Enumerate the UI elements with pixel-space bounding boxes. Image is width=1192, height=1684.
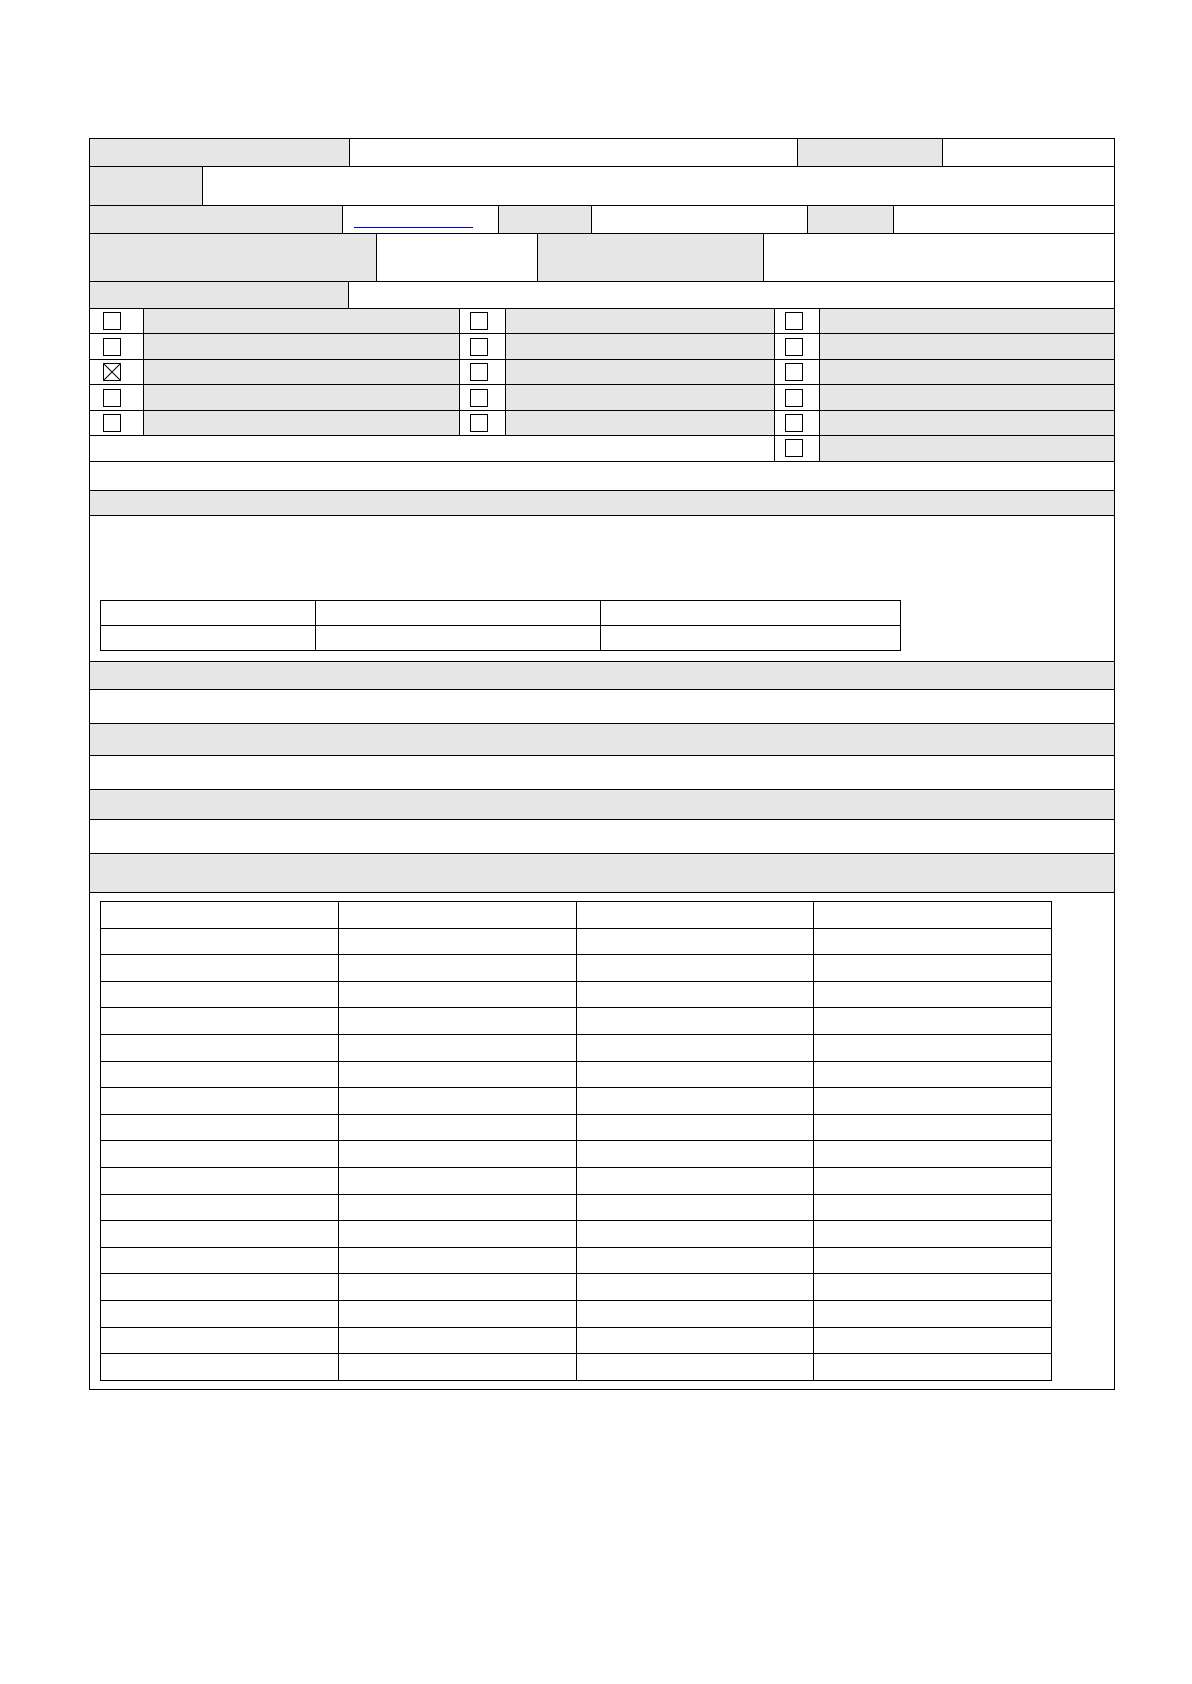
- table-cell[interactable]: [814, 1114, 1052, 1141]
- checkbox[interactable]: [103, 414, 121, 432]
- table-cell[interactable]: [601, 626, 901, 651]
- table-cell[interactable]: [814, 1141, 1052, 1168]
- table-cell[interactable]: [338, 902, 576, 929]
- input-field[interactable]: [894, 206, 1114, 234]
- option-label: [820, 360, 1114, 385]
- table-cell[interactable]: [338, 1034, 576, 1061]
- table-row: [101, 902, 1052, 929]
- table-row: [101, 1008, 1052, 1035]
- checkbox[interactable]: [470, 363, 488, 381]
- table-cell[interactable]: [101, 1088, 339, 1115]
- table-row: [101, 1327, 1052, 1354]
- table-row: [101, 981, 1052, 1008]
- table-cell[interactable]: [576, 1274, 814, 1301]
- input-field[interactable]: [592, 206, 808, 234]
- option-label: [820, 411, 1114, 436]
- table-cell[interactable]: [101, 1194, 339, 1221]
- table-cell[interactable]: [814, 1221, 1052, 1248]
- table-row: [101, 1194, 1052, 1221]
- table-cell[interactable]: [338, 1008, 576, 1035]
- table-cell[interactable]: [814, 1247, 1052, 1274]
- table-cell[interactable]: [814, 1008, 1052, 1035]
- table-cell[interactable]: [315, 626, 601, 651]
- label-cell: [798, 139, 943, 167]
- section-header: [90, 854, 1114, 893]
- table-cell[interactable]: [101, 601, 316, 626]
- label-cell: [90, 206, 343, 234]
- label-cell: [90, 167, 203, 206]
- option-label: [506, 385, 775, 411]
- checkbox[interactable]: [470, 338, 488, 356]
- checkbox[interactable]: [785, 363, 803, 381]
- table-cell[interactable]: [338, 955, 576, 982]
- label-cell: [538, 234, 764, 282]
- table-cell[interactable]: [576, 1327, 814, 1354]
- option-label: [144, 411, 460, 436]
- table-cell[interactable]: [814, 1061, 1052, 1088]
- table-cell[interactable]: [576, 1221, 814, 1248]
- option-label: [506, 411, 775, 436]
- cross-mark-icon: [104, 364, 120, 380]
- table-cell[interactable]: [338, 1221, 576, 1248]
- checkbox[interactable]: [103, 389, 121, 407]
- checkbox[interactable]: [785, 312, 803, 330]
- input-field[interactable]: [90, 820, 1114, 854]
- table-cell[interactable]: [814, 1194, 1052, 1221]
- checkbox[interactable]: [785, 389, 803, 407]
- checkbox[interactable]: [470, 389, 488, 407]
- input-field[interactable]: [203, 167, 1114, 206]
- table-cell[interactable]: [814, 1354, 1052, 1381]
- table-cell[interactable]: [101, 1114, 339, 1141]
- table-cell[interactable]: [101, 1354, 339, 1381]
- checkbox[interactable]: [103, 312, 121, 330]
- table-cell[interactable]: [576, 928, 814, 955]
- section-header: [90, 662, 1114, 690]
- input-field[interactable]: [90, 756, 1114, 790]
- table-row: [101, 1354, 1052, 1381]
- table-row: [101, 1088, 1052, 1115]
- table-cell[interactable]: [576, 1247, 814, 1274]
- table-row: [101, 1061, 1052, 1088]
- label-cell: [90, 234, 377, 282]
- table-cell[interactable]: [338, 1300, 576, 1327]
- table-cell[interactable]: [576, 1008, 814, 1035]
- table-cell[interactable]: [576, 1194, 814, 1221]
- checkbox[interactable]: [785, 414, 803, 432]
- table-cell[interactable]: [101, 1221, 339, 1248]
- table-cell[interactable]: [101, 928, 339, 955]
- input-field[interactable]: [90, 462, 1114, 491]
- table-cell[interactable]: [576, 981, 814, 1008]
- table-row: [101, 928, 1052, 955]
- section-body: [90, 516, 1114, 662]
- option-label: [820, 309, 1114, 334]
- option-label: [820, 436, 1114, 462]
- table-cell[interactable]: [101, 955, 339, 982]
- table-cell[interactable]: [814, 981, 1052, 1008]
- table-cell[interactable]: [101, 626, 316, 651]
- table-row: [101, 955, 1052, 982]
- table-cell[interactable]: [101, 1247, 339, 1274]
- table-cell[interactable]: [338, 1088, 576, 1115]
- table-cell[interactable]: [101, 1141, 339, 1168]
- table-cell[interactable]: [814, 902, 1052, 929]
- log-table: [100, 901, 1052, 1381]
- section-header: [90, 724, 1114, 756]
- table-row: [101, 1114, 1052, 1141]
- input-field[interactable]: [349, 282, 1114, 309]
- option-label: [506, 360, 775, 385]
- table-cell[interactable]: [338, 1061, 576, 1088]
- option-label: [506, 309, 775, 334]
- table-cell[interactable]: [576, 1114, 814, 1141]
- table-cell[interactable]: [101, 981, 339, 1008]
- section-header: [90, 491, 1114, 516]
- checkbox[interactable]: [785, 338, 803, 356]
- input-field[interactable]: [90, 690, 1114, 724]
- table-cell[interactable]: [338, 1274, 576, 1301]
- table-row: [101, 1221, 1052, 1248]
- table-cell[interactable]: [576, 1088, 814, 1115]
- schedule-table: [100, 600, 901, 651]
- table-cell[interactable]: [576, 1034, 814, 1061]
- label-cell: [808, 206, 894, 234]
- table-row: [101, 1247, 1052, 1274]
- label-cell: [90, 282, 349, 309]
- table-row: [101, 1141, 1052, 1168]
- table-cell[interactable]: [814, 1274, 1052, 1301]
- checkbox[interactable]: [103, 338, 121, 356]
- table-cell[interactable]: [576, 1300, 814, 1327]
- table-cell[interactable]: [576, 1167, 814, 1194]
- input-field[interactable]: [350, 139, 798, 167]
- table-cell[interactable]: [814, 1088, 1052, 1115]
- checkbox[interactable]: [470, 414, 488, 432]
- option-label: [820, 334, 1114, 360]
- blank-form: [89, 138, 1115, 1390]
- table-cell[interactable]: [338, 1327, 576, 1354]
- table-cell[interactable]: [338, 981, 576, 1008]
- input-field[interactable]: [377, 234, 538, 282]
- table-cell[interactable]: [101, 1274, 339, 1301]
- table-cell[interactable]: [338, 1194, 576, 1221]
- table-cell[interactable]: [814, 928, 1052, 955]
- option-label: [820, 385, 1114, 411]
- table-cell[interactable]: [814, 1034, 1052, 1061]
- table-cell[interactable]: [101, 1300, 339, 1327]
- table-cell[interactable]: [101, 1008, 339, 1035]
- table-cell[interactable]: [338, 928, 576, 955]
- label-cell: [499, 206, 592, 234]
- checkbox[interactable]: [470, 312, 488, 330]
- link-field[interactable]: [343, 206, 499, 234]
- table-cell[interactable]: [101, 1327, 339, 1354]
- table-cell[interactable]: [101, 902, 339, 929]
- table-row: [101, 1167, 1052, 1194]
- table-cell[interactable]: [338, 1167, 576, 1194]
- option-label: [144, 334, 460, 360]
- section-header: [90, 790, 1114, 820]
- checkbox[interactable]: [785, 439, 803, 457]
- table-cell[interactable]: [601, 601, 901, 626]
- checkbox-checked[interactable]: [103, 363, 121, 381]
- table-cell[interactable]: [101, 1061, 339, 1088]
- label-cell: [90, 139, 350, 167]
- table-cell[interactable]: [338, 1354, 576, 1381]
- table-cell[interactable]: [315, 601, 601, 626]
- table-cell[interactable]: [576, 1141, 814, 1168]
- option-label: [144, 385, 460, 411]
- option-label: [144, 360, 460, 385]
- table-cell[interactable]: [576, 1354, 814, 1381]
- table-cell[interactable]: [101, 1167, 339, 1194]
- input-field[interactable]: [764, 234, 1114, 282]
- option-label: [144, 309, 460, 334]
- table-cell[interactable]: [576, 902, 814, 929]
- table-cell[interactable]: [814, 1327, 1052, 1354]
- option-label: [506, 334, 775, 360]
- table-cell[interactable]: [814, 1167, 1052, 1194]
- table-row: [101, 1274, 1052, 1301]
- table-cell[interactable]: [814, 1300, 1052, 1327]
- table-cell[interactable]: [338, 1114, 576, 1141]
- table-cell[interactable]: [338, 1247, 576, 1274]
- table-row: [101, 1034, 1052, 1061]
- table-cell[interactable]: [576, 1061, 814, 1088]
- table-row: [101, 1300, 1052, 1327]
- hyperlink-underline[interactable]: [354, 227, 473, 228]
- table-cell[interactable]: [576, 955, 814, 982]
- table-cell[interactable]: [814, 955, 1052, 982]
- input-field[interactable]: [943, 139, 1114, 167]
- table-cell[interactable]: [101, 1034, 339, 1061]
- table-cell[interactable]: [338, 1141, 576, 1168]
